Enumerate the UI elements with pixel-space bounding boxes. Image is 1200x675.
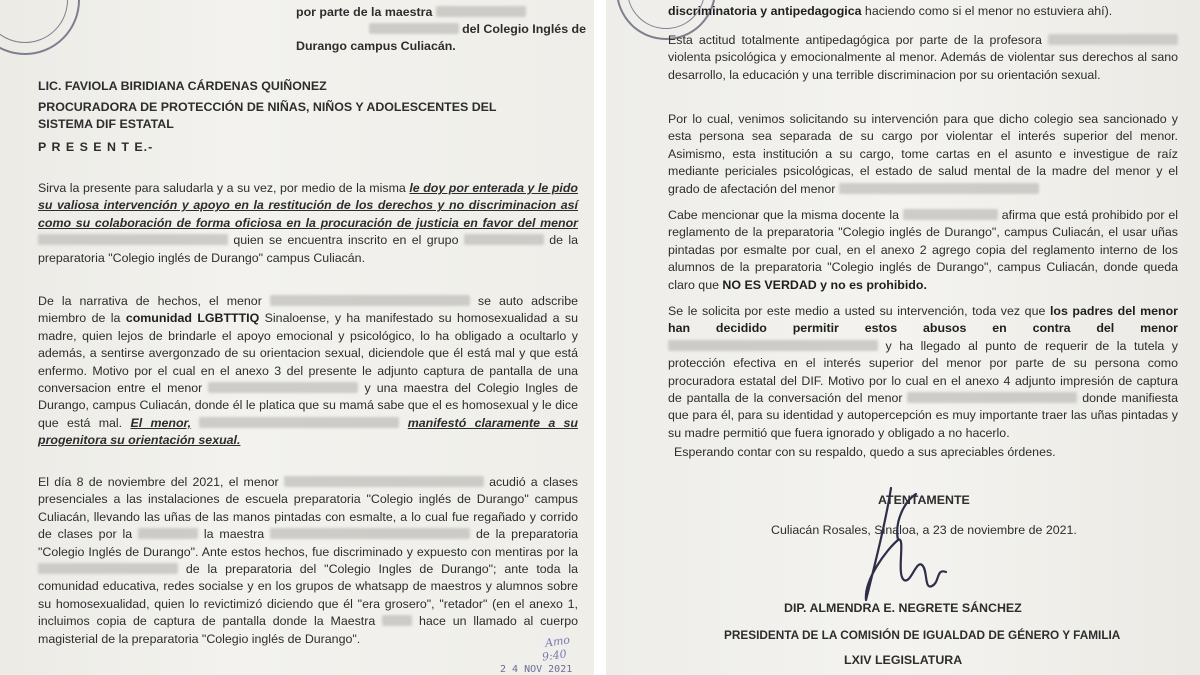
header-line-2: del Colegio Inglés de	[296, 21, 586, 38]
paragraph-4: Esta actitud totalmente antipedagógica por parte de la profesora violenta psicológica y emocionalmente al menor. Además de violentar sus derechos al sano desarrollo, la educación y una terrible discriminacion por su orientación sexual.	[668, 33, 1178, 82]
paragraph-1: Sirva la presente para saludarla y a su vez, por medio de la misma le doy por enterada y le pido su valiosa intervención y apoyo en la restitución de los derechos y no discriminacion así como su colaboración de forma oficiosa en la procuración de justicia en favor del menor quien se encuentra inscrito en el grupo de la preparatoria "Colegio inglés de Durango" campus Culiacán.	[38, 181, 579, 265]
continuation-line: discriminatoria y antipedagogica haciendo como si el menor no estuviera ahí).	[668, 4, 1113, 18]
paragraph-7: Se le solicita por este medio a usted su intervención, toda vez que los padres del menor han decidido permitir estos abusos en contra del menor y ha llegado al punto de requerir de la tutela y protección efectiva en el interés superior del menor por parte de su persona como procuradora estatal del DIF. Motivo por lo cual en el anexo 4 adjunto impresión de captura de pantalla de la conversación del menor donde manifiesta que para él, para su identidad y autopercepción es muy importante traer las uñas pintadas y su madre permitió que fuera ignorado y obligado a no hacerlo.	[668, 304, 1179, 440]
handwritten-note-2: 9:40	[541, 647, 568, 664]
paragraph-2: De la narrativa de hechos, el menor se auto adscribe miembro de la comunidad LGBTTTIQ Sinaloense, y ha manifestado su homosexualidad a su madre, quien lejos de brindarle el apoyo emocional y psicológico, lo ha obligado a ocultarlo y además, a sentirse avergonzado de su orientacion sexual, diciendole que él está mal y que está enfermo. Motivo por el cual en el anexo 3 del presente le adjunto captura de pantalla de una conversacion entre el menor y una maestra del Colegio Ingles de Durango, campus Culiacán, donde él le platica que su mamá sabe que el es homosexual y le dice que está mal. El menor, manifestó claramente a su progenitora su orientación sexual.	[38, 294, 578, 448]
presente: P R E S E N T E.-	[38, 140, 154, 154]
letter-page-2	[606, 0, 1200, 675]
paragraph-6: Cabe mencionar que la misma docente la afirma que está prohibido por el reglamento de la preparatoria "Colegio inglés de Durango", campus Culiacán, el usar uñas pintadas por esmalte por cual, en el anexo 2 agrego copia del reglamento interno de los alumnos de la preparatoria "Colegio inglés de Durango", campus Culiacán, donde queda claro que NO ES VERDAD y no es prohibido.	[668, 208, 1178, 292]
header-line-1: por parte de la maestra	[296, 4, 586, 21]
legislature: LXIV LEGISLATURA	[844, 653, 963, 667]
header-line-3: Durango campus Culiacán.	[296, 39, 456, 53]
page-divider	[594, 0, 606, 675]
addressee-title-1: PROCURADORA DE PROTECCIÓN DE NIÑAS, NIÑOS Y ADOLESCENTES DEL	[38, 100, 497, 114]
atentamente: ATENTAMENTE	[878, 493, 970, 507]
handwritten-note-1: Amo	[544, 633, 571, 650]
paragraph-5: Por lo cual, venimos solicitando su intervención para que dicho colegio sea sancionado y esta persona sea separada de su cargo por violentar el interés superior del menor. Asimismo, esta institución a su cargo, tome cartas en el asunto e investigue de raíz mediante periciales psicológicas, el estado de salud mental de la madre del menor y el grado de afectación del menor	[668, 112, 1178, 196]
addressee-name: LIC. FAVIOLA BIRIDIANA CÁRDENAS QUIÑONEZ	[38, 79, 327, 93]
handwritten-signature	[836, 480, 966, 620]
signer-title: PRESIDENTA DE LA COMISIÓN DE IGUALDAD DE GÉNERO Y FAMILIA	[724, 628, 1121, 642]
closing-line: Esperando contar con su respaldo, quedo a sus apreciables órdenes.	[674, 445, 1056, 459]
addressee-title-2: SISTEMA DIF ESTATAL	[38, 117, 174, 131]
paragraph-3: El día 8 de noviembre del 2021, el menor acudió a clases presenciales a las instalaciones de escuela preparatoria "Colegio inglés de Durango" campus Culiacán, llevando las uñas de las manos pintadas con esmalte, a lo cual fue regañado y corrido de clases por la la maestra de la preparatoria "Colegio Inglés de Durango". Ante estos hechos, fue discriminado y expuesto con mentiras por la de la preparatoria del "Colegio Ingles de Durango"; ante toda la comunidad educativa, redes socialse y en los grupos de whatsapp de maestros y alumnos sobre su homosexualidad, quien lo revictimizó diciendo que él "era grosero", "retador" (en el anexo 1, incluimos copia de captura de pantalla donde la Maestra hace un llamado al cuerpo magisterial de la preparatoria "Colegio inglés de Durango".	[38, 475, 578, 646]
received-stamp-date: 2 4 NOV 2021	[500, 664, 573, 675]
place-and-date: Culiacán Rosales, Sinaloa, a 23 de noviembre de 2021.	[771, 523, 1077, 537]
letter-page-1	[0, 0, 594, 675]
signer-name: DIP. ALMENDRA E. NEGRETE SÁNCHEZ	[784, 601, 1022, 615]
congress-seal-left	[0, 0, 80, 55]
